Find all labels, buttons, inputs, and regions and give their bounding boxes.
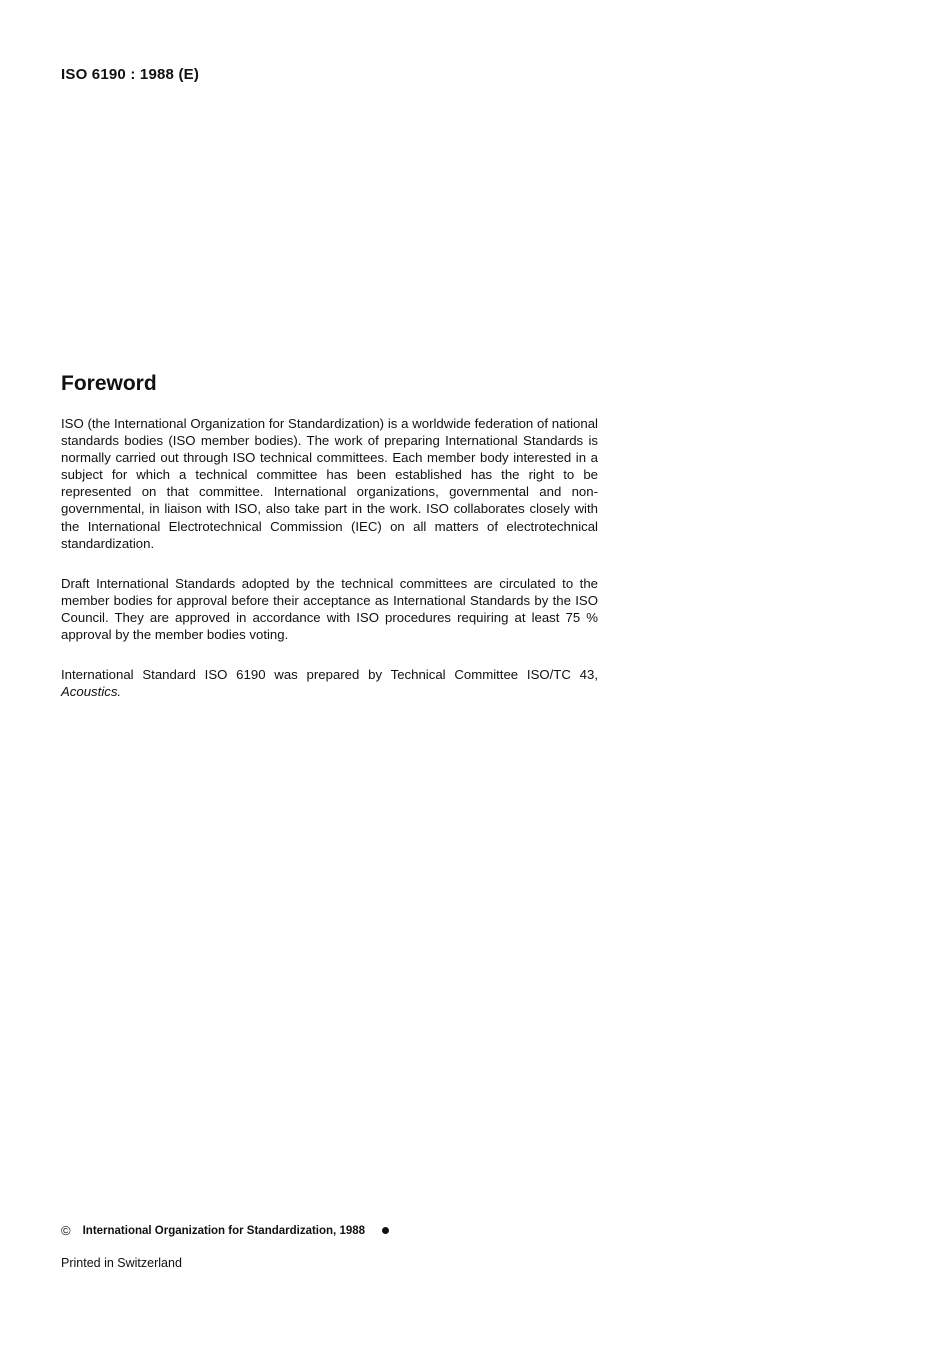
foreword-paragraph-2: Draft International Standards adopted by the technical committees are circulated to the member bodies for approval before their acceptance as International Standards by the ISO Council. They are approved in accordance with ISO procedures requiring at least 75 % approval by the member bodies voting. xyxy=(61,575,598,643)
page-header-designation: ISO 6190 : 1988 (E) xyxy=(61,66,200,83)
copyright-line xyxy=(61,1223,389,1238)
bullet-icon xyxy=(382,1227,389,1234)
printed-in-line: Printed in Switzerland xyxy=(61,1256,182,1270)
foreword-paragraph-3 xyxy=(61,666,598,700)
foreword-paragraph-1: ISO (the International Organization for Standardization) is a worldwide federation of national standards bodies (ISO member bodies). The work of preparing International Standards is normally carried out through ISO technical committees. Each member body interested in a subject for which a technical committee has been established has the right to be represented on that committee. International organizations, governmental and non-governmental, in liaison with ISO, also take part in the work. ISO collaborates closely with the International Electrotechnical Commission (IEC) on all matters of electrotechnical standardization. xyxy=(61,416,598,551)
foreword-body xyxy=(61,415,598,723)
committee-title: Acoustics. xyxy=(61,684,122,700)
copyright-text: International Organization for Standardization, 1988 xyxy=(82,1224,366,1237)
prepared-by-text: International Standard ISO 6190 was prepared by Technical Committee ISO/TC 43, xyxy=(61,667,598,683)
copyright-icon: © xyxy=(61,1223,71,1238)
foreword-title: Foreword xyxy=(61,372,157,395)
